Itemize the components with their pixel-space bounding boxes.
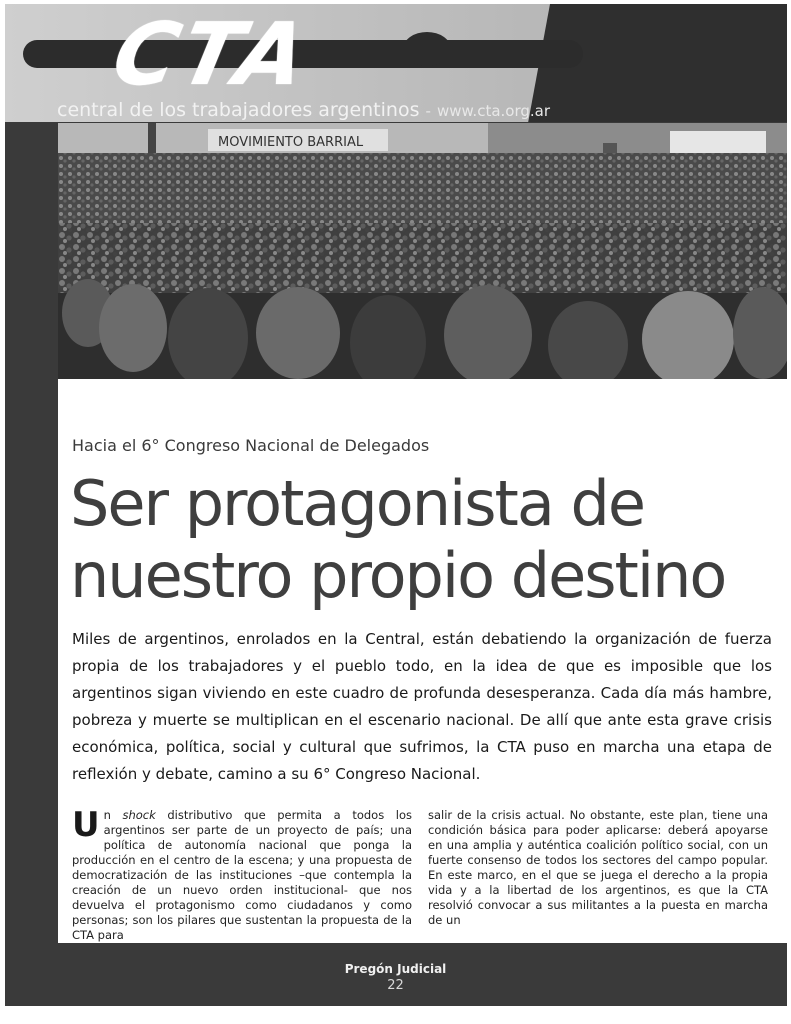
article-kicker: Hacia el 6° Congreso Nacional de Delegados bbox=[72, 436, 430, 455]
cta-logo: CTA bbox=[104, 5, 320, 105]
organization-name: central de los trabajadores argentinos bbox=[57, 99, 420, 121]
footer-publication: Pregón Judicial bbox=[344, 962, 447, 976]
body-left-rest: distributivo que permita a todos los argentinos ser parte de un proyecto de país; una política de autonomía nacional que ponga la producción en el centro de la escena; y una propuesta de democratización de las instituciones –que contempla la creación de un nuevo orden institucional- que nos devuelva el protagonismo como ciudadanos y como personas; son los pilares que sustentan la propuesta de la CTA para bbox=[72, 808, 412, 942]
body-column-right: salir de la crisis actual. No obstante, este plan, tiene una condición básica para poder aplicarse: deberá apoyarse en una amplia y auténtica coalición político social, con un fuerte consenso de todos los sectores del campo popular. En este marco, en el que se juega el derecho a la propia vida y a la libertad de los argentinos, es que la CTA resolvió convocar a sus militantes a la puesta en marcha de un bbox=[428, 808, 768, 927]
audience-member bbox=[99, 284, 167, 372]
masthead-tagline bbox=[57, 99, 550, 121]
article-headline bbox=[70, 468, 785, 612]
headline-line-2: nuestro propio destino bbox=[70, 539, 726, 612]
logo-swoosh-end bbox=[403, 32, 451, 66]
body-column-left bbox=[72, 805, 412, 943]
congress-photo bbox=[58, 123, 787, 379]
body-left-italic: shock bbox=[122, 808, 156, 822]
body-left-start: n bbox=[103, 808, 123, 822]
headline-line-1: Ser protagonista de bbox=[70, 467, 645, 540]
page-number: 22 bbox=[387, 978, 404, 993]
photo-banner-text: MOVIMIENTO BARRIAL bbox=[218, 135, 364, 150]
article-lead: Miles de argentinos, enrolados en la Central, están debatiendo la organización de fuerza propia de los trabajadores y el pueblo todo, en la idea de que es imposible que los argentinos sigan viviendo en este cuadro de profunda desesperanza. Cada día más hambre, pobreza y muerte se multiplican en el escenario nacional. De allí que ante esta grave crisis económica, política, social y cultural que sufrimos, la CTA puso en marcha una etapa de reflexión y debate, camino a su 6° Congreso Nacional. bbox=[72, 630, 772, 783]
tagline-separator: - bbox=[425, 102, 431, 120]
drop-cap: U bbox=[72, 805, 100, 845]
masthead bbox=[5, 4, 787, 122]
website-url[interactable]: www.cta.org.ar bbox=[437, 102, 551, 120]
audience-member bbox=[256, 287, 340, 379]
